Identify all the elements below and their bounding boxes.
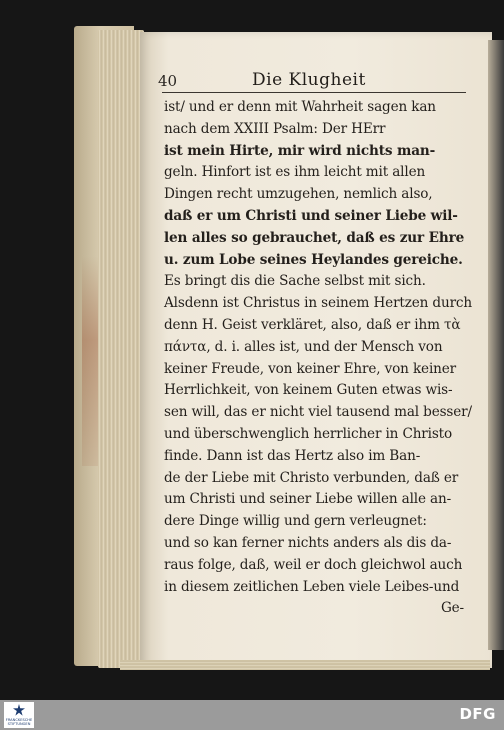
header-rule: [162, 92, 466, 93]
text-line: u. zum Lobe seines Heylandes gereiche.: [164, 251, 463, 268]
text-line: daß er um Christi und seiner Liebe wil-: [164, 207, 458, 224]
page-number: 40: [158, 72, 178, 90]
text-line: ist/ und er denn mit Wahrheit sagen kan: [164, 99, 436, 115]
text-line: und überschwenglich herrlicher in Christo: [164, 425, 453, 442]
logo-text-line2: STIFTUNGEN: [7, 722, 31, 726]
text-line: dere Dinge willig und gern verleugnet:: [164, 513, 427, 530]
facing-page-edge: [488, 40, 504, 650]
paper-stain: [82, 256, 98, 466]
text-line: de der Liebe mit Christo verbunden, daß er: [164, 469, 459, 486]
text-line: finde. Dann ist das Hertz also im Ban-: [164, 447, 421, 464]
text-line: Alsdenn ist Christus in seinem Hertzen durch: [164, 295, 472, 312]
text-line: in diesem zeitlichen Leben viele Leibes-und: [164, 578, 460, 595]
footer-bar: [0, 700, 504, 730]
text-line: ist mein Hirte, mir wird nichts man-: [164, 142, 436, 159]
text-line: Dingen recht umzugehen, nemlich also,: [164, 186, 433, 203]
text-line: um Christi und seiner Liebe willen alle an-: [164, 491, 452, 508]
text-block: [164, 97, 472, 620]
institution-logo[interactable]: [4, 702, 34, 728]
text-line: sen will, das er nicht viel tausend mal besser/: [164, 404, 472, 421]
catchword: Ge-: [440, 600, 464, 617]
text-line: geln. Hinfort ist es ihm leicht mit allen: [164, 164, 426, 181]
text-line: nach dem XXIII Psalm: Der HErr: [164, 120, 386, 137]
text-line: Herrlichkeit, von keinem Guten etwas wis-: [164, 382, 453, 399]
dfg-logo[interactable]: DFG: [459, 705, 496, 723]
logo-emblem-icon: [13, 704, 25, 716]
page-edges-bottom: [120, 660, 490, 670]
text-line: und so kan ferner nichts anders als dis da-: [164, 534, 452, 551]
logo-text-line1: FRANCKESCHE: [5, 718, 33, 722]
running-head: Die Klugheit: [252, 70, 366, 90]
text-line: len alles so gebrauchet, daß es zur Ehre: [164, 229, 465, 246]
text-line: denn H. Geist verkläret, also, daß er ihm τὰ: [164, 316, 461, 333]
text-line: Es bringt dis die Sache selbst mit sich.: [164, 273, 426, 290]
text-line: keiner Freude, von keiner Ehre, von keiner: [164, 360, 456, 377]
page-edges: [98, 30, 144, 668]
text-line: raus folge, daß, weil er doch gleichwol auch: [164, 556, 463, 573]
text-line: πάντα, d. i. alles ist, und der Mensch von: [164, 338, 443, 355]
